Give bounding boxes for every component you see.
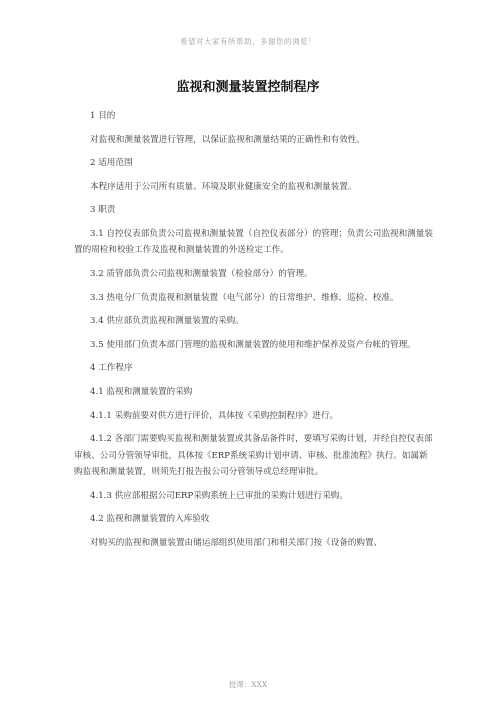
paragraph: 4.1.3 供应部根据公司ERP采购系统上已审批的采购计划进行采购。: [90, 490, 348, 501]
section-heading: 2 适用范围: [90, 158, 133, 169]
paragraph: 4.1.2 各部门需要购买监视和测量装置或其备品备件时，要填写采购计划，并经自控仪表部审核、公司分管领导审批，具体按《ERP系统采购计划申请、审核、批准流程》执行。如属新购监视和测量装置，则须先打报告报公司分管领导或总经理审批。: [74, 434, 433, 477]
section-heading: 4 工作程序: [90, 363, 133, 374]
subsection-heading: 4.2 监视和测量装置的入库验收: [90, 514, 210, 525]
paragraph: 3.3 热电分厂负责监视和测量装置（电气部分）的日常维护、维修、巡检、校准。: [90, 292, 399, 303]
paragraph: 3.4 供应部负责监视和测量装置的采购。: [90, 316, 244, 327]
section-heading: 3 职责: [90, 205, 116, 216]
paragraph: 3.2 质管部负责公司监视和测量装置（检验部分）的管理。: [90, 268, 313, 279]
page-header-note: 希望对大家有所帮助，多谢您的浏览！: [180, 37, 316, 46]
section-heading: 1 目的: [90, 111, 116, 121]
paragraph: 3.1 自控仪表部负责公司监视和测量装置（自控仪表部分）的管理；负责公司监视和测量装置的周检和校验工作及监视和测量装置的外送检定工作。: [74, 228, 433, 256]
paragraph: 本程序适用于公司所有质量、环境及职业健康安全的监视和测量装置。: [90, 181, 357, 192]
paragraph: 3.5 使用部门负责本部门管理的监视和测量装置的使用和维护保养及资产台帐的管理。: [90, 339, 416, 350]
document-title: 监视和测量装置控制程序: [176, 80, 320, 95]
document-body: [74, 108, 434, 558]
paragraph: 4.1.1 采购前要对供方进行评价，具体按《采购控制程序》进行。: [90, 410, 339, 421]
subsection-heading: 4.1 监视和测量装置的采购: [90, 386, 193, 397]
paragraph: 对监视和测量装置进行管理，以保证监视和测量结果的正确性和有效性。: [90, 134, 366, 145]
page-footer-note: 授课：XXX: [228, 680, 268, 689]
paragraph: 对购买的监视和测量装置由储运部组织使用部门和相关部门按《设备的购置、: [90, 537, 383, 548]
